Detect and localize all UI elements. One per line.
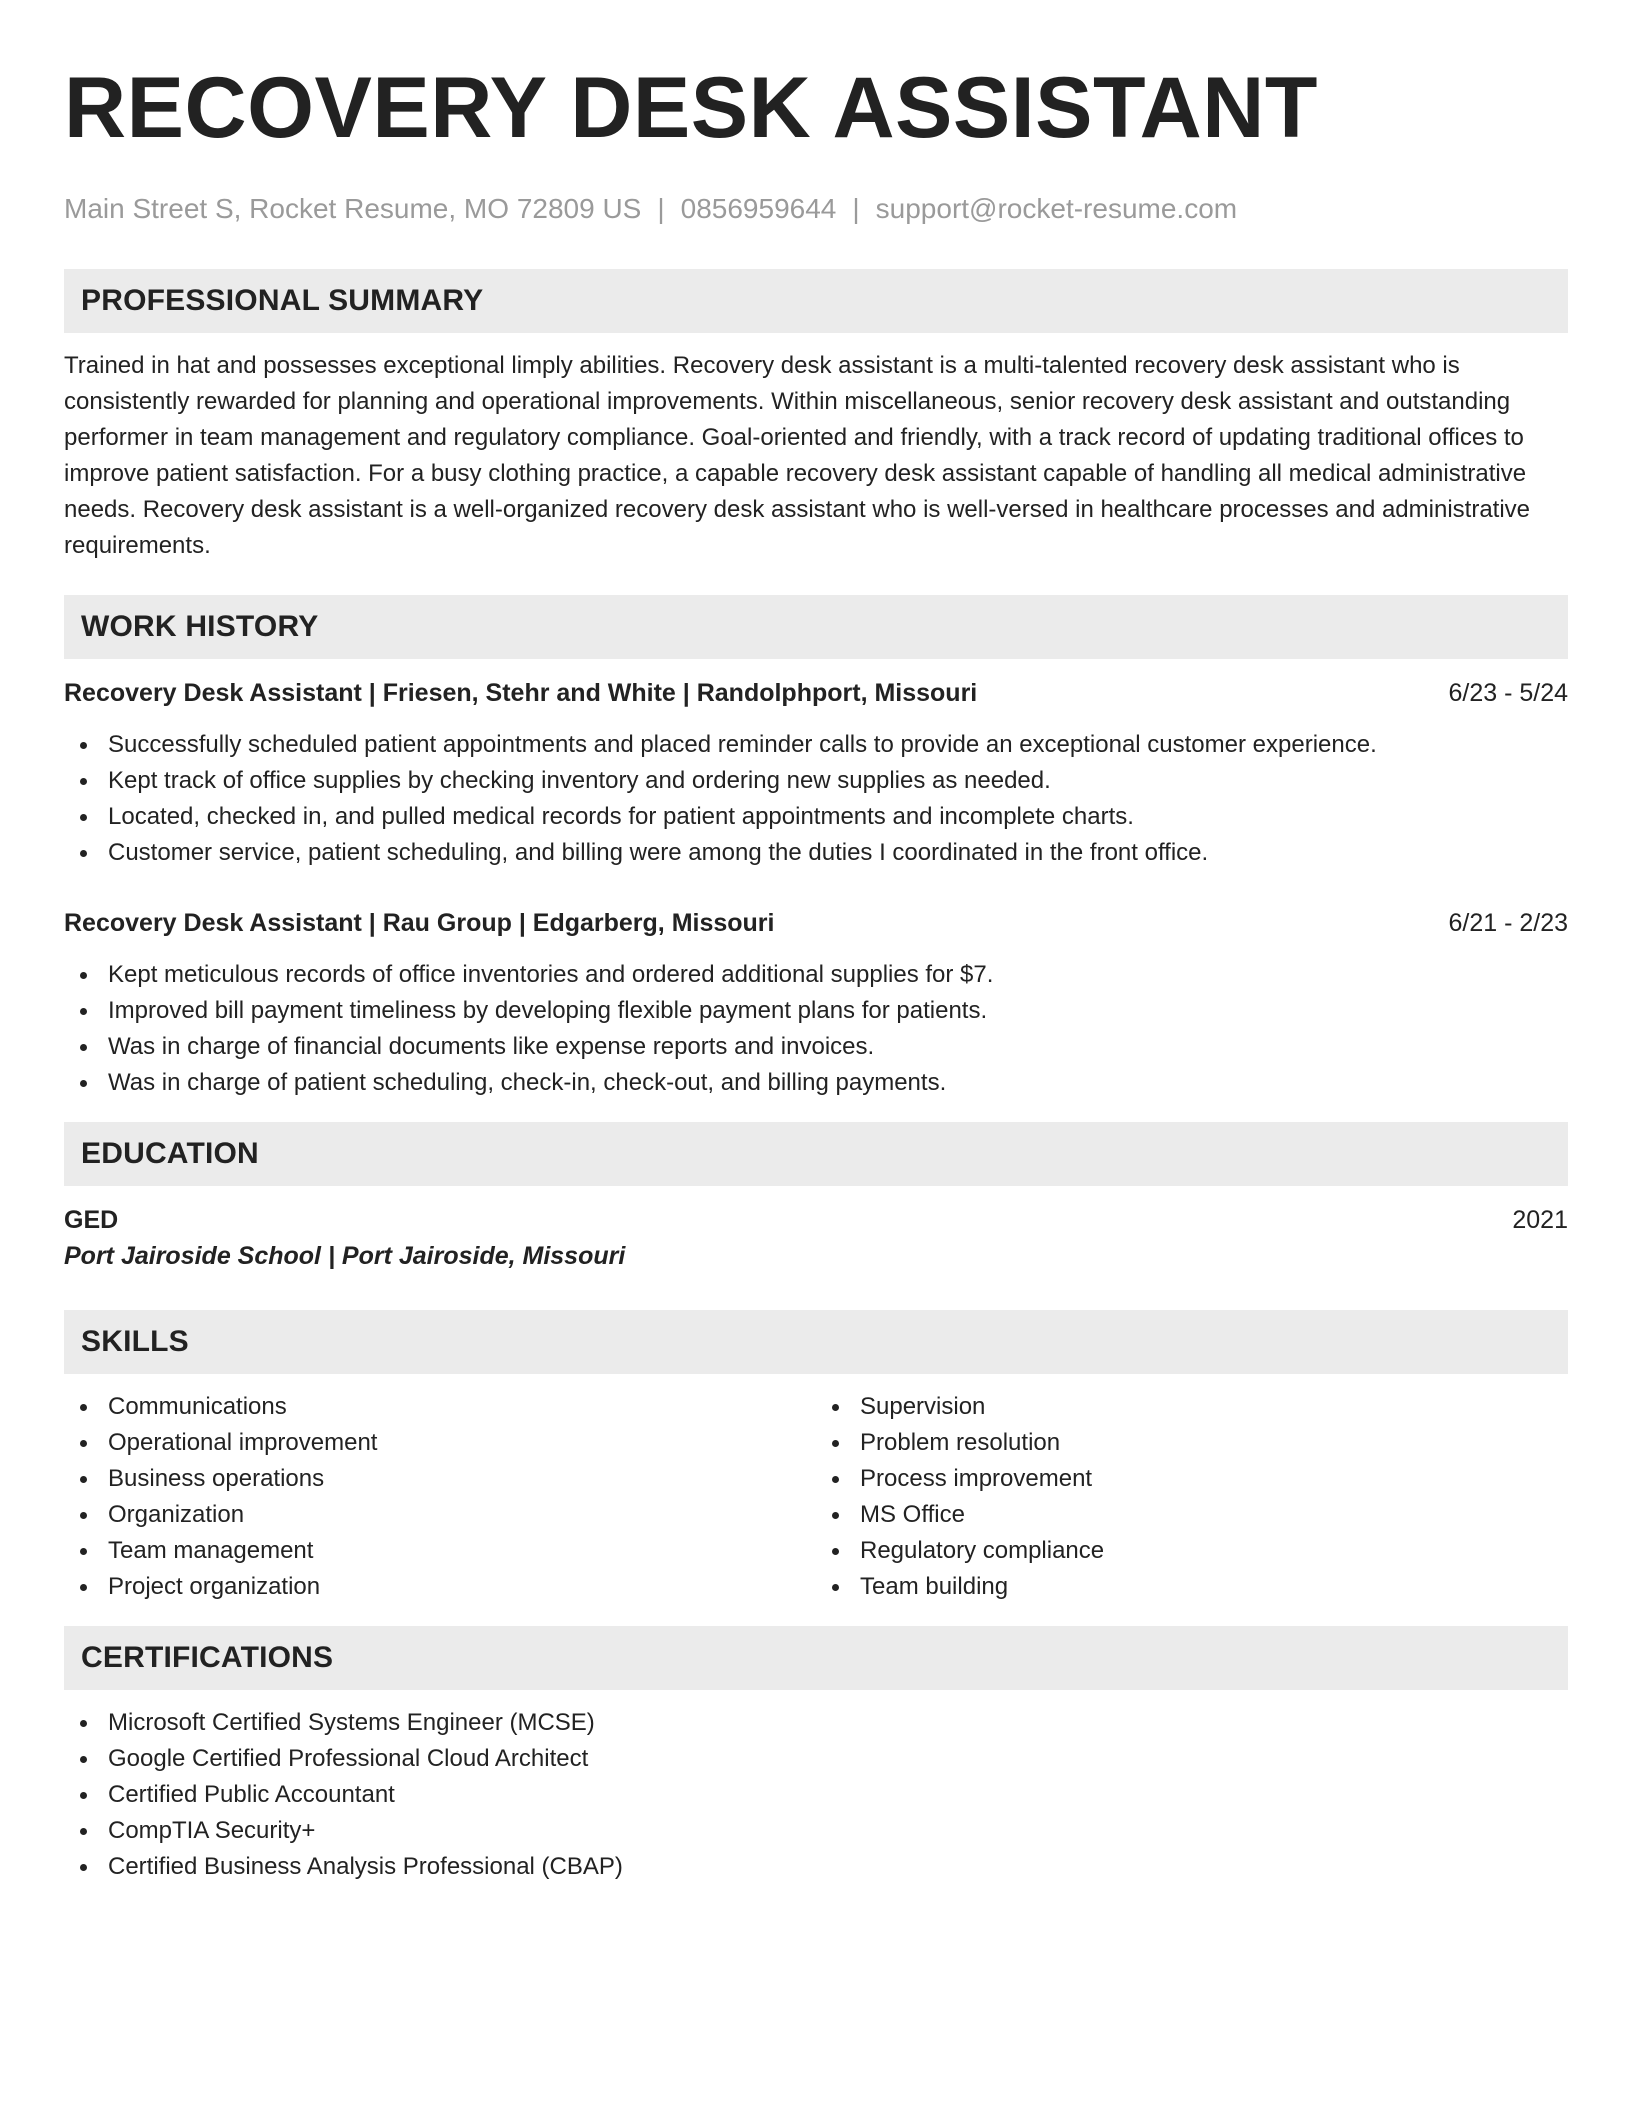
skill-item: Business operations bbox=[64, 1461, 816, 1497]
certification-item: Certified Business Analysis Professional (CBAP) bbox=[64, 1849, 1568, 1885]
job-bullet: Was in charge of patient scheduling, check-in, check-out, and billing payments. bbox=[64, 1065, 1568, 1101]
job-bullet: Customer service, patient scheduling, and billing were among the duties I coordinated in the front office. bbox=[64, 835, 1568, 871]
summary-text: Trained in hat and possesses exceptional limply abilities. Recovery desk assistant is a multi-talented recovery desk assistant who is consistently rewarded for planning and operational improvements. Within miscellaneous, senior recovery desk assistant and outstanding performer in team management and regulatory compliance. Goal-oriented and friendly, with a track record of updating traditional offices to improve patient satisfaction. For a busy clothing practice, a capable recovery desk assistant capable of handling all medical administrative needs. Recovery desk assistant is a well-organized recovery desk assistant who is well-versed in healthcare processes and administrative requirements. bbox=[64, 352, 1531, 559]
education-degree: GED bbox=[64, 1206, 119, 1234]
job-entry bbox=[64, 677, 1568, 871]
education-school: Port Jairoside School | Port Jairoside, Missouri bbox=[64, 1242, 626, 1270]
certifications-section-header bbox=[64, 1626, 1568, 1690]
skill-item: Process improvement bbox=[816, 1461, 1568, 1497]
education-section-header bbox=[64, 1122, 1568, 1186]
contact-line bbox=[64, 192, 1568, 226]
certification-item: Certified Public Accountant bbox=[64, 1777, 1568, 1813]
job-title: Recovery Desk Assistant | Rau Group | Edgarberg, Missouri bbox=[64, 909, 775, 937]
skills-left-list bbox=[64, 1389, 816, 1605]
job-dates: 6/21 - 2/23 bbox=[1448, 909, 1568, 937]
certifications-list bbox=[64, 1705, 1568, 1885]
job-bullet: Located, checked in, and pulled medical records for patient appointments and incomplete charts. bbox=[64, 799, 1568, 835]
job-title: Recovery Desk Assistant | Friesen, Stehr and White | Randolphport, Missouri bbox=[64, 679, 978, 707]
education-row bbox=[64, 1202, 1568, 1238]
skill-item: Project organization bbox=[64, 1569, 816, 1605]
job-bullet: Successfully scheduled patient appointments and placed reminder calls to provide an exceptional customer experience. bbox=[64, 727, 1568, 763]
job-dates: 6/23 - 5/24 bbox=[1448, 679, 1568, 707]
skill-item: Organization bbox=[64, 1497, 816, 1533]
contact-separator: | bbox=[657, 193, 665, 224]
certification-item: CompTIA Security+ bbox=[64, 1813, 1568, 1849]
job-bullet: Improved bill payment timeliness by developing flexible payment plans for patients. bbox=[64, 993, 1568, 1029]
skill-item: Regulatory compliance bbox=[816, 1533, 1568, 1569]
skills-section-header bbox=[64, 1310, 1568, 1374]
work-section-header bbox=[64, 595, 1568, 659]
skill-item: Supervision bbox=[816, 1389, 1568, 1425]
job-bullet: Kept meticulous records of office inventories and ordered additional supplies for $7. bbox=[64, 957, 1568, 993]
certifications-heading: CERTIFICATIONS bbox=[81, 1641, 334, 1674]
job-bullets bbox=[64, 957, 1568, 1101]
candidate-name: RECOVERY DESK ASSISTANT bbox=[64, 60, 1318, 156]
skill-item: Operational improvement bbox=[64, 1425, 816, 1461]
skills-columns bbox=[64, 1374, 1568, 1605]
education-year: 2021 bbox=[1512, 1206, 1568, 1234]
job-bullets bbox=[64, 727, 1568, 871]
education-heading: EDUCATION bbox=[81, 1137, 259, 1170]
job-entry bbox=[64, 907, 1568, 1101]
summary-heading: PROFESSIONAL SUMMARY bbox=[81, 284, 484, 317]
skills-right-list bbox=[816, 1389, 1568, 1605]
work-heading: WORK HISTORY bbox=[81, 610, 319, 643]
certification-item: Microsoft Certified Systems Engineer (MCSE) bbox=[64, 1705, 1568, 1741]
contact-email: support@rocket-resume.com bbox=[875, 193, 1238, 224]
skill-item: Team management bbox=[64, 1533, 816, 1569]
skill-item: Communications bbox=[64, 1389, 816, 1425]
skill-item: MS Office bbox=[816, 1497, 1568, 1533]
job-header bbox=[64, 907, 1568, 939]
certification-item: Google Certified Professional Cloud Architect bbox=[64, 1741, 1568, 1777]
job-header bbox=[64, 677, 1568, 709]
skill-item: Problem resolution bbox=[816, 1425, 1568, 1461]
summary-section-header bbox=[64, 269, 1568, 333]
skill-item: Team building bbox=[816, 1569, 1568, 1605]
job-bullet: Was in charge of financial documents like expense reports and invoices. bbox=[64, 1029, 1568, 1065]
contact-separator: | bbox=[852, 193, 860, 224]
contact-address: Main Street S, Rocket Resume, MO 72809 US bbox=[64, 193, 642, 224]
skills-heading: SKILLS bbox=[81, 1325, 189, 1358]
contact-phone: 0856959644 bbox=[680, 193, 837, 224]
job-bullet: Kept track of office supplies by checking inventory and ordering new supplies as needed. bbox=[64, 763, 1568, 799]
